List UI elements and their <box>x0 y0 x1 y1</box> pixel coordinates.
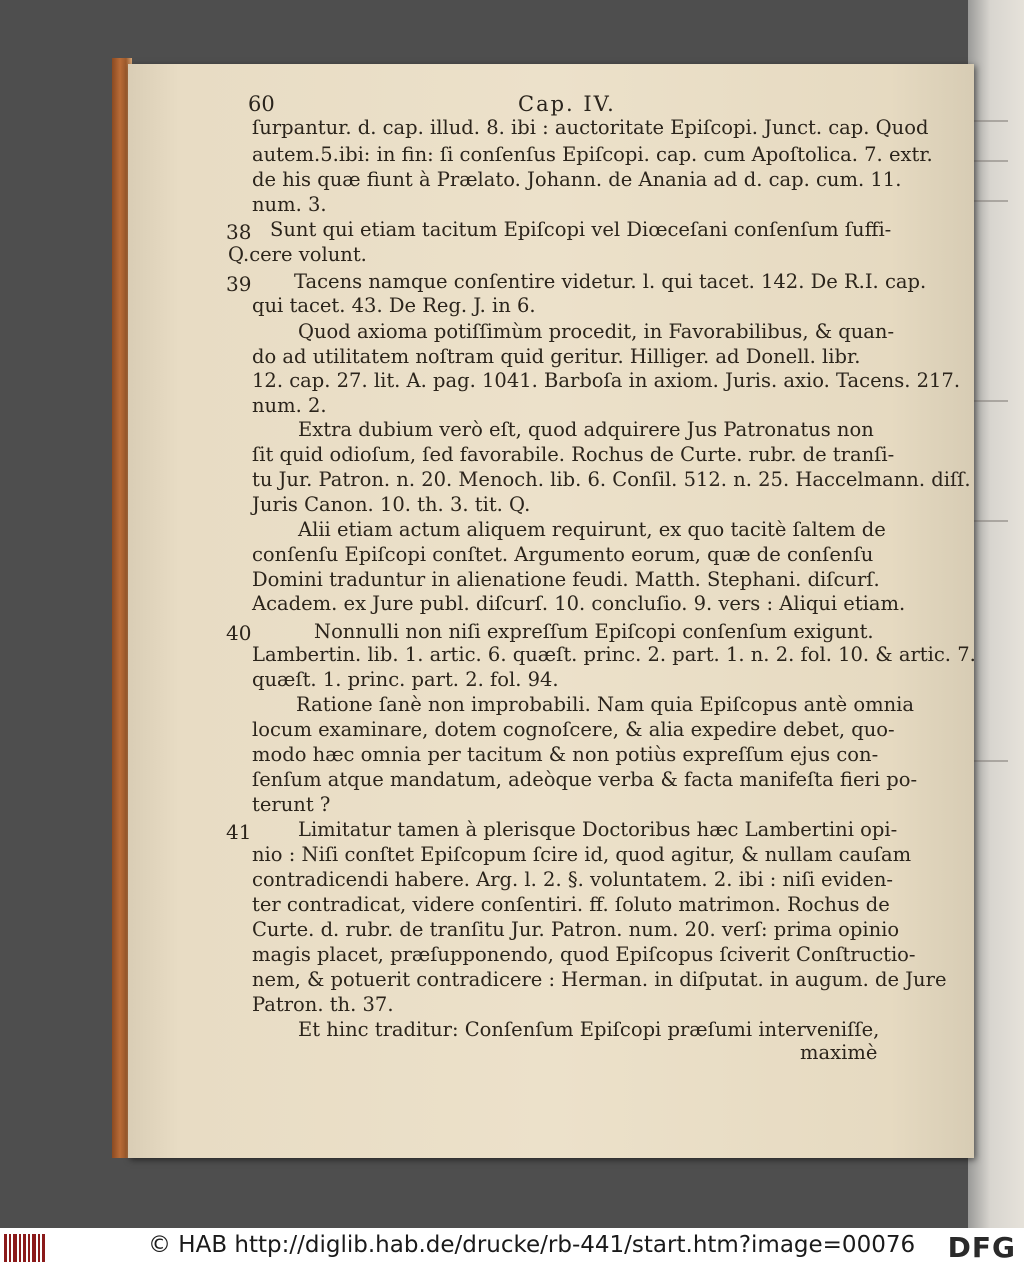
footer-bar <box>0 1228 1024 1268</box>
text-line: Academ. ex Jure publ. diſcurſ. 10. concluſio. 9. vers : Aliqui etiam. <box>252 592 906 615</box>
text-line: contradicendi habere. Arg. l. 2. §. voluntatem. 2. ibi : niſi eviden- <box>252 868 893 891</box>
text-line: ſenſum atque mandatum, adeòque verba & facta manifeſta fieri po- <box>252 768 918 791</box>
text-line: terunt ? <box>252 793 331 816</box>
text-line: Extra dubium verò eſt, quod adquirere Jus Patronatus non <box>298 418 874 441</box>
hab-logo-icon <box>4 1234 46 1262</box>
text-line: tu Jur. Patron. n. 20. Menoch. lib. 6. Conſil. 512. n. 25. Haccelmann. diſſ. <box>252 468 971 491</box>
next-page-edge <box>968 0 1024 1228</box>
copyright-url: © HAB http://diglib.hab.de/drucke/rb-441/start.htm?image=00076 <box>148 1232 916 1258</box>
text-line: num. 2. <box>252 394 327 417</box>
text-line: qui tacet. 43. De Reg. J. in 6. <box>252 294 536 317</box>
text-line: Limitatur tamen à plerisque Doctoribus hæc Lambertini opi- <box>298 818 898 841</box>
page-number: 60 <box>248 92 275 116</box>
text-line: ſurpantur. d. cap. illud. 8. ibi : auctoritate Epiſcopi. Junct. cap. Quod <box>252 116 929 139</box>
text-line: ter contradicat, videre conſentiri. ff. ſoluto matrimon. Rochus de <box>252 893 890 916</box>
text-line: Tacens namque conſentire videtur. l. qui tacet. 142. De R.I. cap. <box>294 270 927 293</box>
text-line: quæſt. 1. princ. part. 2. fol. 94. <box>252 668 559 691</box>
text-line: num. 3. <box>252 193 327 216</box>
margin-number: 38 <box>226 220 252 244</box>
text-line: Nonnulli non niſi expreſſum Epiſcopi conſenſum exigunt. <box>314 620 874 643</box>
catchword: maximè <box>800 1041 878 1064</box>
text-line: Quod axioma potiſſimùm procedit, in Favorabilibus, & quan- <box>298 320 895 343</box>
text-line: de his quæ fiunt à Prælato. Johann. de Anania ad d. cap. cum. 11. <box>252 168 902 191</box>
text-line: Q.cere volunt. <box>228 243 367 266</box>
text-line: magis placet, præſupponendo, quod Epiſcopus ſciverit Conſtructio- <box>252 943 916 966</box>
text-line: autem.5.ibi: in fin: ſi conſenſus Epiſcopi. cap. cum Apoſtolica. 7. extr. <box>252 143 933 166</box>
text-line: Et hinc traditur: Conſenſum Epiſcopi præſumi interveniſſe, <box>298 1018 880 1041</box>
text-line: Lambertin. lib. 1. artic. 6. quæſt. princ. 2. part. 1. n. 2. fol. 10. & artic. 7. <box>252 643 976 666</box>
dfg-logo: DFG <box>947 1231 1016 1264</box>
text-line: 12. cap. 27. lit. A. pag. 1041. Barboſa in axiom. Juris. axio. Tacens. 217. <box>252 369 961 392</box>
text-line: ſit quid odioſum, ſed favorabile. Rochus de Curte. rubr. de tranſi- <box>252 443 895 466</box>
text-line: Domini traduntur in alienatione feudi. Matth. Stephani. diſcurſ. <box>252 568 880 591</box>
text-line: Curte. d. rubr. de tranſitu Jur. Patron. num. 20. verſ: prima opinio <box>252 918 900 941</box>
text-line: conſenſu Epiſcopi conſtet. Argumento eorum, quæ de conſenſu <box>252 543 874 566</box>
text-line: Alii etiam actum aliquem requirunt, ex quo tacitè ſaltem de <box>298 518 886 541</box>
text-line: do ad utilitatem noſtram quid geritur. Hilliger. ad Donell. libr. <box>252 345 861 368</box>
text-line: Ratione ſanè non improbabili. Nam quia Epiſcopus antè omnia <box>296 693 915 716</box>
text-line: modo hæc omnia per tacitum & non potiùs expreſſum ejus con- <box>252 743 879 766</box>
text-line: locum examinare, dotem cognoſcere, & alia expedire debet, quo- <box>252 718 895 741</box>
chapter-heading: Cap. IV. <box>518 92 616 116</box>
text-line: Juris Canon. 10. th. 3. tit. Q. <box>252 493 531 516</box>
text-line: nem, & potuerit contradicere : Herman. in diſputat. in augum. de Jure <box>252 968 947 991</box>
text-line: Patron. th. 37. <box>252 993 394 1016</box>
margin-number: 40 <box>226 621 252 645</box>
text-line: nio : Niſi conſtet Epiſcopum ſcire id, quod agitur, & nullam cauſam <box>252 843 912 866</box>
margin-number: 39 <box>226 272 252 296</box>
text-line: Sunt qui etiam tacitum Epiſcopi vel Diœceſani conſenſum ſuffi- <box>270 218 892 241</box>
margin-number: 41 <box>226 820 252 844</box>
